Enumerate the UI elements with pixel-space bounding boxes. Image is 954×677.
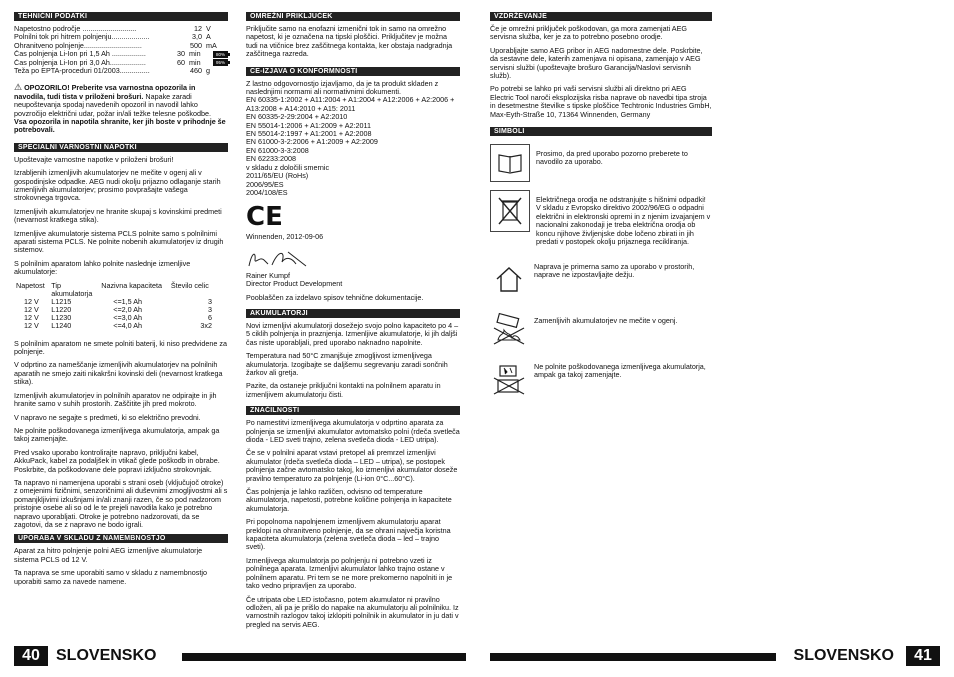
table-row: 12 V L1240 <=4,0 Ah 3x2 bbox=[24, 320, 212, 330]
symbol-row: Zamenljivih akumulatorjev ne mečite v ogenj. bbox=[490, 311, 712, 347]
use-para: Ta naprava se sme uporabiti samo v skladu z namembnostjo uporabiti samo za navede namene. bbox=[14, 568, 207, 586]
safety-para: Izmenljivih akumulatorjev ne hranite skupaj s kovinskimi predmeti (nevarnost kratkega stika). bbox=[14, 206, 222, 225]
left-column bbox=[14, 12, 228, 591]
no-fire-battery-icon bbox=[490, 311, 528, 347]
warning-triangle-icon: ⚠ bbox=[14, 82, 23, 93]
ce-mark-logo: CE bbox=[246, 202, 283, 233]
battery-para: Pazite, da ostaneje priključni kontakti na polnilnem aparatu in izmenljivem akumulatorju čisti. bbox=[246, 381, 441, 399]
warning-block: ⚠ OPOZORILO! Preberite vsa varnostna opozorila in navodila, tudi tista v priloženi brošuri. Napake zaradi neupoštevanja spodaj navedenih opozoril in navodil lahko povzročijo električni udar, požar in/ali težke telesne poškodbe. Vsa opozorila in napotila shranite, ker jih boste v prihodnje še potrebovali. bbox=[14, 82, 226, 135]
feature-para: Če utripata obe LED istočasno, potem akumulator ni pravilno odložen, ali pa je prišlo do napake na akumulatorju ali polnilniku. Iz varnostnih razlogov takoj izklopiti polnilnik in akumulator in ju dati v pregled na servis AEG. bbox=[246, 594, 459, 629]
features-header: ZNAČILNOSTI bbox=[246, 406, 460, 415]
signer-title: Director Product Development bbox=[246, 279, 343, 289]
safety-para: Izrabljenih izmenljivih akumulatorjev ne mečite v ogenj ali v gospodinjske odpadke. AEG nudi okolju prijazno odlaganje starih izmenljivih akumulatorjev; prosimo povprašajte vašega strokovnega trgovca. bbox=[14, 168, 221, 203]
symbol-row: Ne polnite poškodovanega izmenljivega akumulatorja, ampak ga takoj zamenjajte. bbox=[490, 361, 712, 397]
feature-para: Pri popolnoma napolnjenem izmenljivem akumulatorju aparat preklopi na ohranitveno polnjenje, da se ohrani največja koristna kapaciteta akumulatorja (zelena svetleča dioda – led – trajno sveti). bbox=[246, 517, 451, 552]
feature-para: Po namestitvi izmenljivega akumulatorja v odprtino aparata za polnjenja se izmenljivi akumulator avtomatsko polni (rdeča svetleča dioda - LED sveti trajno, zelena svetleča dioda - LED utripa). bbox=[246, 418, 460, 444]
symbol-row: Naprava je primerna samo za uporabo v prostorih, naprave ne izpostavljajte dežju. bbox=[490, 261, 712, 297]
battery-80-icon: 80% bbox=[213, 51, 228, 58]
spec-row: Ohranitveno polnjenje............................. 500 mA bbox=[14, 40, 217, 50]
spec-row: Napetostno področje ........................... 12 V bbox=[14, 24, 211, 33]
spec-list bbox=[14, 25, 228, 75]
damaged-battery-icon bbox=[490, 361, 528, 397]
conformity-header: CE-IZJAVA O KONFORMNOSTI bbox=[246, 67, 460, 76]
middle-column bbox=[246, 12, 460, 634]
feature-para: Čas polnjenja je lahko različen, odvisno od temperature akumulatorja, napetosti, potrebne količine polnjenja in kapacitete akumulatorja. bbox=[246, 487, 452, 513]
signer-name: Rainer Kumpf bbox=[246, 270, 290, 280]
tech-data-header: TEHNIČNI PODATKI bbox=[14, 12, 228, 21]
table-row: 12 V L1215 <=1,5 Ah 3 bbox=[24, 296, 212, 306]
book-icon bbox=[490, 144, 530, 182]
mains-header: OMREŽNI PRIKLJUČEK bbox=[246, 12, 460, 21]
right-footer bbox=[490, 646, 940, 666]
info-para: V odprtino za nameščanje izmenljivih akumulatorjev na polnilnih aparatih ne smejo zaiti nikakršni kovinski deli (nevarnost kratkega stika). bbox=[14, 360, 223, 387]
house-icon bbox=[490, 261, 528, 297]
spec-row: Polnilni tok pri hitrem polnjenju................... 3,0 A bbox=[14, 32, 211, 42]
maintenance-header: VZDRŽEVANJE bbox=[490, 12, 712, 21]
left-footer bbox=[14, 646, 466, 666]
charge-table bbox=[14, 282, 214, 330]
page-title: SLOVENSKO bbox=[56, 647, 157, 664]
info-para: S polnilnim aparatom ne smete polniti baterij, ki niso predvidene za polnjenje. bbox=[14, 338, 227, 357]
page-number: 41 bbox=[906, 646, 940, 666]
intended-use-header: UPORABA V SKLADU Z NAMEMBNOSTJO bbox=[14, 534, 228, 543]
maintenance-para: Po potrebi se lahko pri vaši servisni službi ali direktno pri AEG Electric Tool naroči eksplozijska risba naprave ob navedbi tipa stroja in desetmestne številke s tipske ploščice Techtronic Industries GmbH, Max-Eyth-Straße 10, 71364 Winnenden, Germany bbox=[490, 84, 712, 119]
info-para: Pred vsako uporabo kontrolirajte napravo, priključni kabel, AkkuPack, kabel za podaljšek in vtikač glede poškodb in obrabe. Poskrbite, da poškodovane dele popravi izključno strokovnjak. bbox=[14, 447, 220, 474]
safety-para: S polnilnim aparatom lahko polnite naslednje izmenljive akumulatorje: bbox=[14, 258, 191, 277]
symbols-header: SIMBOLI bbox=[490, 127, 712, 136]
info-para: Ta napravo ni namenjena uporabi s strani oseb (vključujoč otroke) z omejenimi fizičnimi, senzoričnimi ali duševnimi zmogljivostmi ali s pomanjkljivimi izkušnjami in/ali znanji razen, če so pod nadzorom pristojne osebe ali so od le te prejeli navodila kako je potrebno napravo uporabljati. Otroke je potrebno nadzorovati, da se zagotovi, da se z napravo ne bodo igrali. bbox=[14, 477, 228, 529]
page-number: 40 bbox=[14, 646, 48, 666]
maintenance-para: Uporabljajte samo AEG pribor in AEG nadomestne dele. Poskrbite, da sestavne dele, katerih zamenjava ni opisana, zamenjajo v AEG servisni službi (upoštevajte brošuro Garancija/Naslovi servisnih služb). bbox=[490, 45, 703, 81]
safety-header: SPECIALNI VARNOSTNI NAPOTKI bbox=[14, 143, 228, 152]
right-column bbox=[490, 12, 712, 405]
maintenance-para: Če je omrežni priključek poškodovan, ga mora zamenjati AEG servisna služba, ker je za to potrebno posebno orodje. bbox=[490, 24, 687, 42]
info-para: Ne polnite poškodovanega izmenljivega akumulatorja, ampak ga takoj zamenjajte. bbox=[14, 425, 220, 444]
footer-bar bbox=[182, 653, 466, 661]
battery-para: Novi izmenljivi akumulatorji dosežejo svojo polno kapaciteto po 4 – 5 ciklih polnjenja in praznjenja. Izmenljive akumulatorje, ki jih daljši čas niste uporabljali, pred uporabo naknadno napolnite. bbox=[246, 320, 459, 347]
place-date: Winnenden, 2012-09-06 bbox=[246, 232, 324, 242]
safety-para: Izmenljive akumulatorje sistema PCLS polnite samo s polnilnimi aparati sistema PCLS. Ne polnite nobenih akumulatorjev iz drugih sistemov. bbox=[14, 228, 224, 255]
battery-para: Temperatura nad 50°C zmanjšuje zmogljivost izmenljivega akumulatorja. Izogibajte se daljšemu segrevanju zaradi sončnih žarkov ali gretja. bbox=[246, 351, 448, 377]
batteries-header: AKUMULATORJI bbox=[246, 309, 460, 318]
safety-para: Upoštevajte varnostne napotke v priloženi brošuri! bbox=[14, 154, 174, 164]
authorized-note: Pooblaščen za izdelavo spisov tehnične dokumentacije. bbox=[246, 292, 424, 302]
table-row: 12 V L1230 <=3,0 Ah 6 bbox=[24, 312, 212, 322]
crossed-bin-icon bbox=[490, 190, 530, 232]
footer-bar bbox=[490, 653, 776, 661]
feature-para: Če se v polnilni aparat vstavi pretopel ali premrzel izmenljivi akumulator (rdeča svetleča dioda – LED – utripa), se postopek polnjenja začne avtomatsko takoj, ko izmenljivi akumulator doseže pravilno temperaturo za polnjenje (Li-ion 0°C...60°C). bbox=[246, 448, 458, 483]
use-para: Aparat za hitro polnjenje polni AEG izmenljive akumulatorje sistema PCLS od 12 V. bbox=[14, 546, 203, 564]
info-para: V napravo ne segajte s predmeti, ki so električno prevodni. bbox=[14, 412, 201, 422]
symbol-row: Električnega orodja ne odstranjujte s hišnimi odpadki! V skladu z Evropsko direktivo 2002/96/EG o odpadni električni in elektronski opremi in z njenim izvajanjem v nacionalni zakonodaji je treba električna orodja ob koncu njihove življenjske dobe ločeno zbirati in jih predati v postopek okolju prijaznega recikliranja. bbox=[490, 190, 712, 246]
table-row: 12 V L1220 <=2,0 Ah 3 bbox=[24, 304, 212, 314]
mains-para: Priključite samo na enofazni izmenični tok in samo na omrežno napetost, ki je označena na tipski ploščici. Priključitev je možna tudi na vtičnice brez zaščitnega kontakta, ker obstaja nadgradnja zaščitnega razreda. bbox=[246, 24, 453, 59]
conformity-block: Z lastno odgovornostjo izjavljamo, da je ta produkt skladen z naslednjimi normami ali normativnimi dokumenti. EN 60335-1:2002 + A11:2004 + A1:2004 + A12:2006 + A2:2006 + A13:2008 + A14:2010 + A15: 2011 EN 60335-2-29:2004 + A2:2010 EN 55014-1:2006 + A1:2009 + A2:2011 EN 55014-2:1997 + A1:2001 + A2:2008 EN 61000-3-2:2006 + A1:2009 + A2:2009 EN 61000-3-3:2008 EN 62233:2008 v skladu z določili smernic 2011/65/EU (RoHs) 2006/95/ES 2004/108/ES bbox=[246, 78, 455, 197]
spec-row: Teža po EPTA-proceduri 01/2003............... 460 g bbox=[14, 65, 210, 75]
feature-para: Izmenljivega akumulatorja po polnjenju ni potrebno vzeti iz polnilnega aparata. Izmenljivi akumulator lahko trajno ostane v polnilnem aparatu. Pri tem se ne more prekomerno napolniti in je tako vedno pripravljen za uporabo. bbox=[246, 555, 453, 591]
info-para: Izmenljivih akumulatorjev in polnilnih aparatov ne odpirajte in jih hranite samo v suhih prostorih. Zaščitite jih pred mokroto. bbox=[14, 390, 217, 409]
battery-95-icon: 95% bbox=[213, 59, 228, 66]
spec-row: Čas polnjenja Li-Ion pri 3,0 Ah.................. 60 min 95% bbox=[14, 59, 228, 67]
table-header-row: Napetost Tip akumulatorja Nazivna kapaciteta Število celic bbox=[16, 280, 209, 298]
spec-row: Čas polnjenja Li-Ion pri 1,5 Ah ................. 30 min 80% bbox=[14, 50, 228, 58]
signature-image bbox=[246, 248, 460, 270]
page-title: SLOVENSKO bbox=[793, 647, 894, 664]
symbol-row: Prosimo, da pred uporabo pozorno preberete to navodilo za uporabo. bbox=[490, 144, 712, 182]
